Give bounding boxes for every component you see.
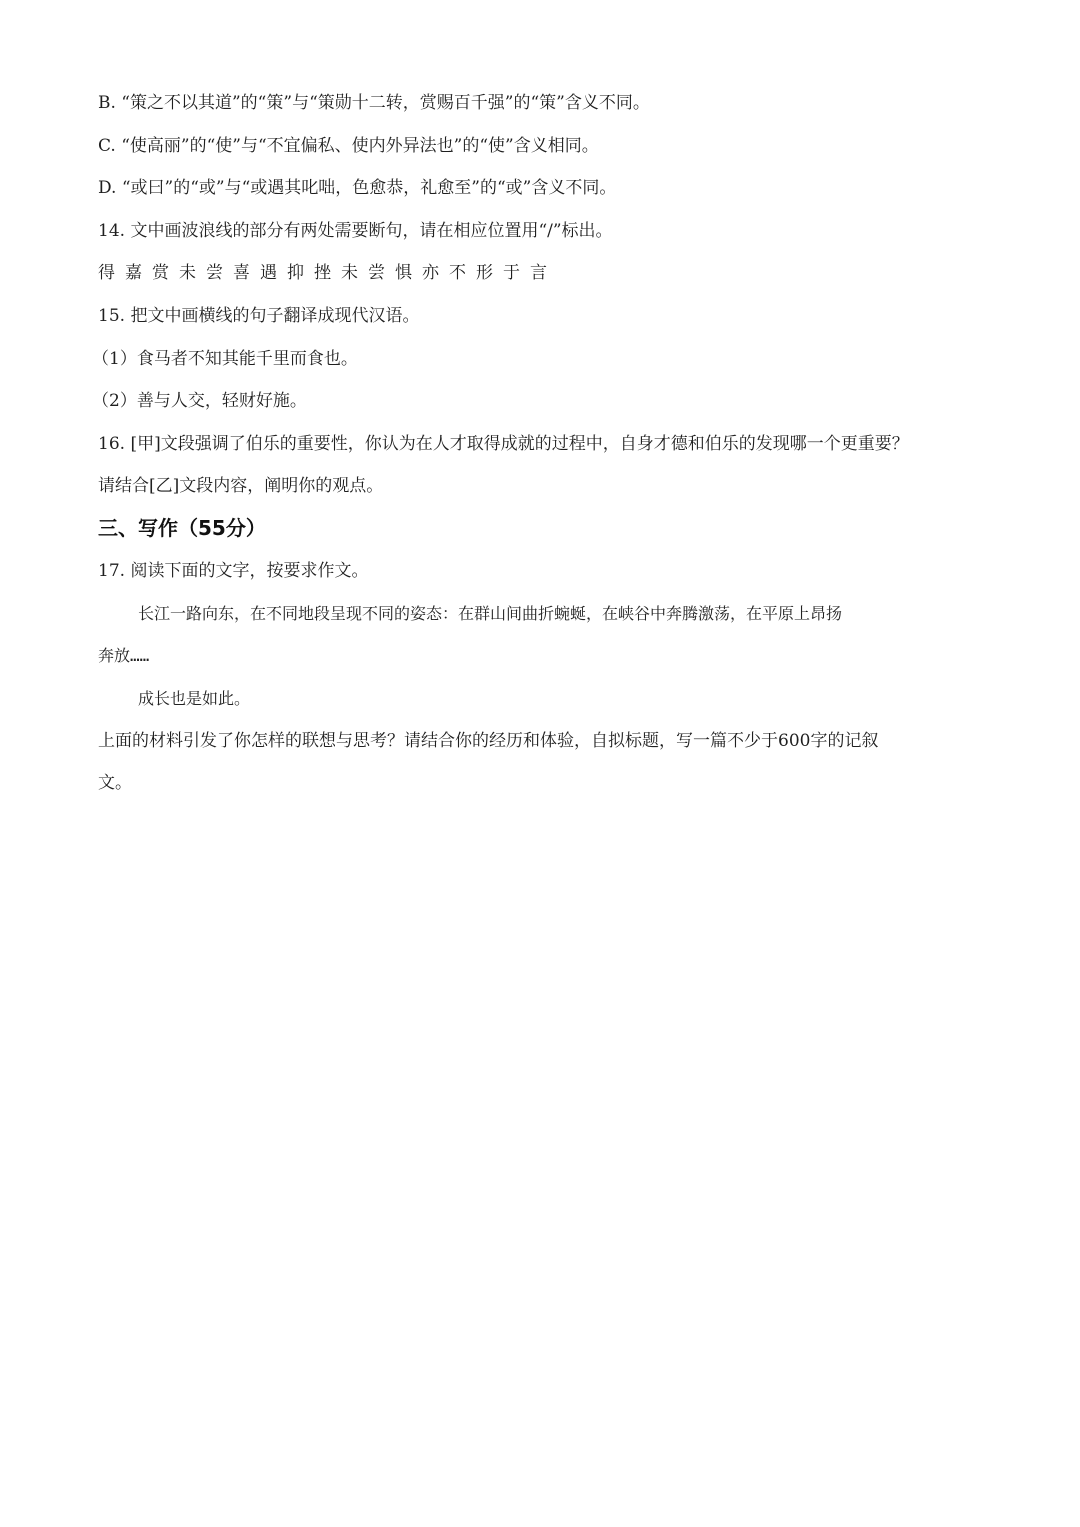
question-16-line-2: 请结合[乙]文段内容，阐明你的观点。: [98, 476, 384, 496]
question-15-sub-2: （2）善与人交，轻财好施。: [92, 391, 307, 411]
question-16-line-1: 16. [甲]文段强调了伯乐的重要性，你认为在人才取得成就的过程中，自身才德和伯乐的发现哪一个更重要？: [98, 434, 909, 454]
writing-prompt-line-1: 上面的材料引发了你怎样的联想与思考？请结合你的经历和体验，自拟标题，写一篇不少于600字的记叙: [98, 731, 879, 751]
writing-prompt-line-2: 文。: [98, 773, 132, 793]
option-d: D. “或曰”的“或”与“或遇其叱咄，色愈恭，礼愈至”的“或”含义不同。: [98, 178, 617, 198]
question-15-sub-1: （1）食马者不知其能千里而食也。: [92, 349, 358, 369]
section-heading-writing: 三、写作（55分）: [98, 516, 266, 540]
material-line-3: 成长也是如此。: [138, 689, 251, 708]
material-line-2: 奔放……: [98, 646, 150, 665]
question-15: 15. 把文中画横线的句子翻译成现代汉语。: [98, 306, 420, 326]
option-b: B. “策之不以其道”的“策”与“策勋十二转，赏赐百千强”的“策”含义不同。: [98, 93, 650, 113]
question-14: 14. 文中画波浪线的部分有两处需要断句，请在相应位置用“/”标出。: [98, 221, 613, 241]
question-17: 17. 阅读下面的文字，按要求作文。: [98, 561, 369, 581]
material-line-1: 长江一路向东，在不同地段呈现不同的姿态：在群山间曲折蜿蜒，在峡谷中奔腾激荡，在平原上昂扬: [138, 604, 843, 623]
option-c: C. “使高丽”的“使”与“不宜偏私、使内外异法也”的“使”含义相同。: [98, 136, 599, 156]
question-14-passage: 得嘉赏未尝喜遇抑挫未尝惧亦不形于言: [98, 263, 557, 283]
